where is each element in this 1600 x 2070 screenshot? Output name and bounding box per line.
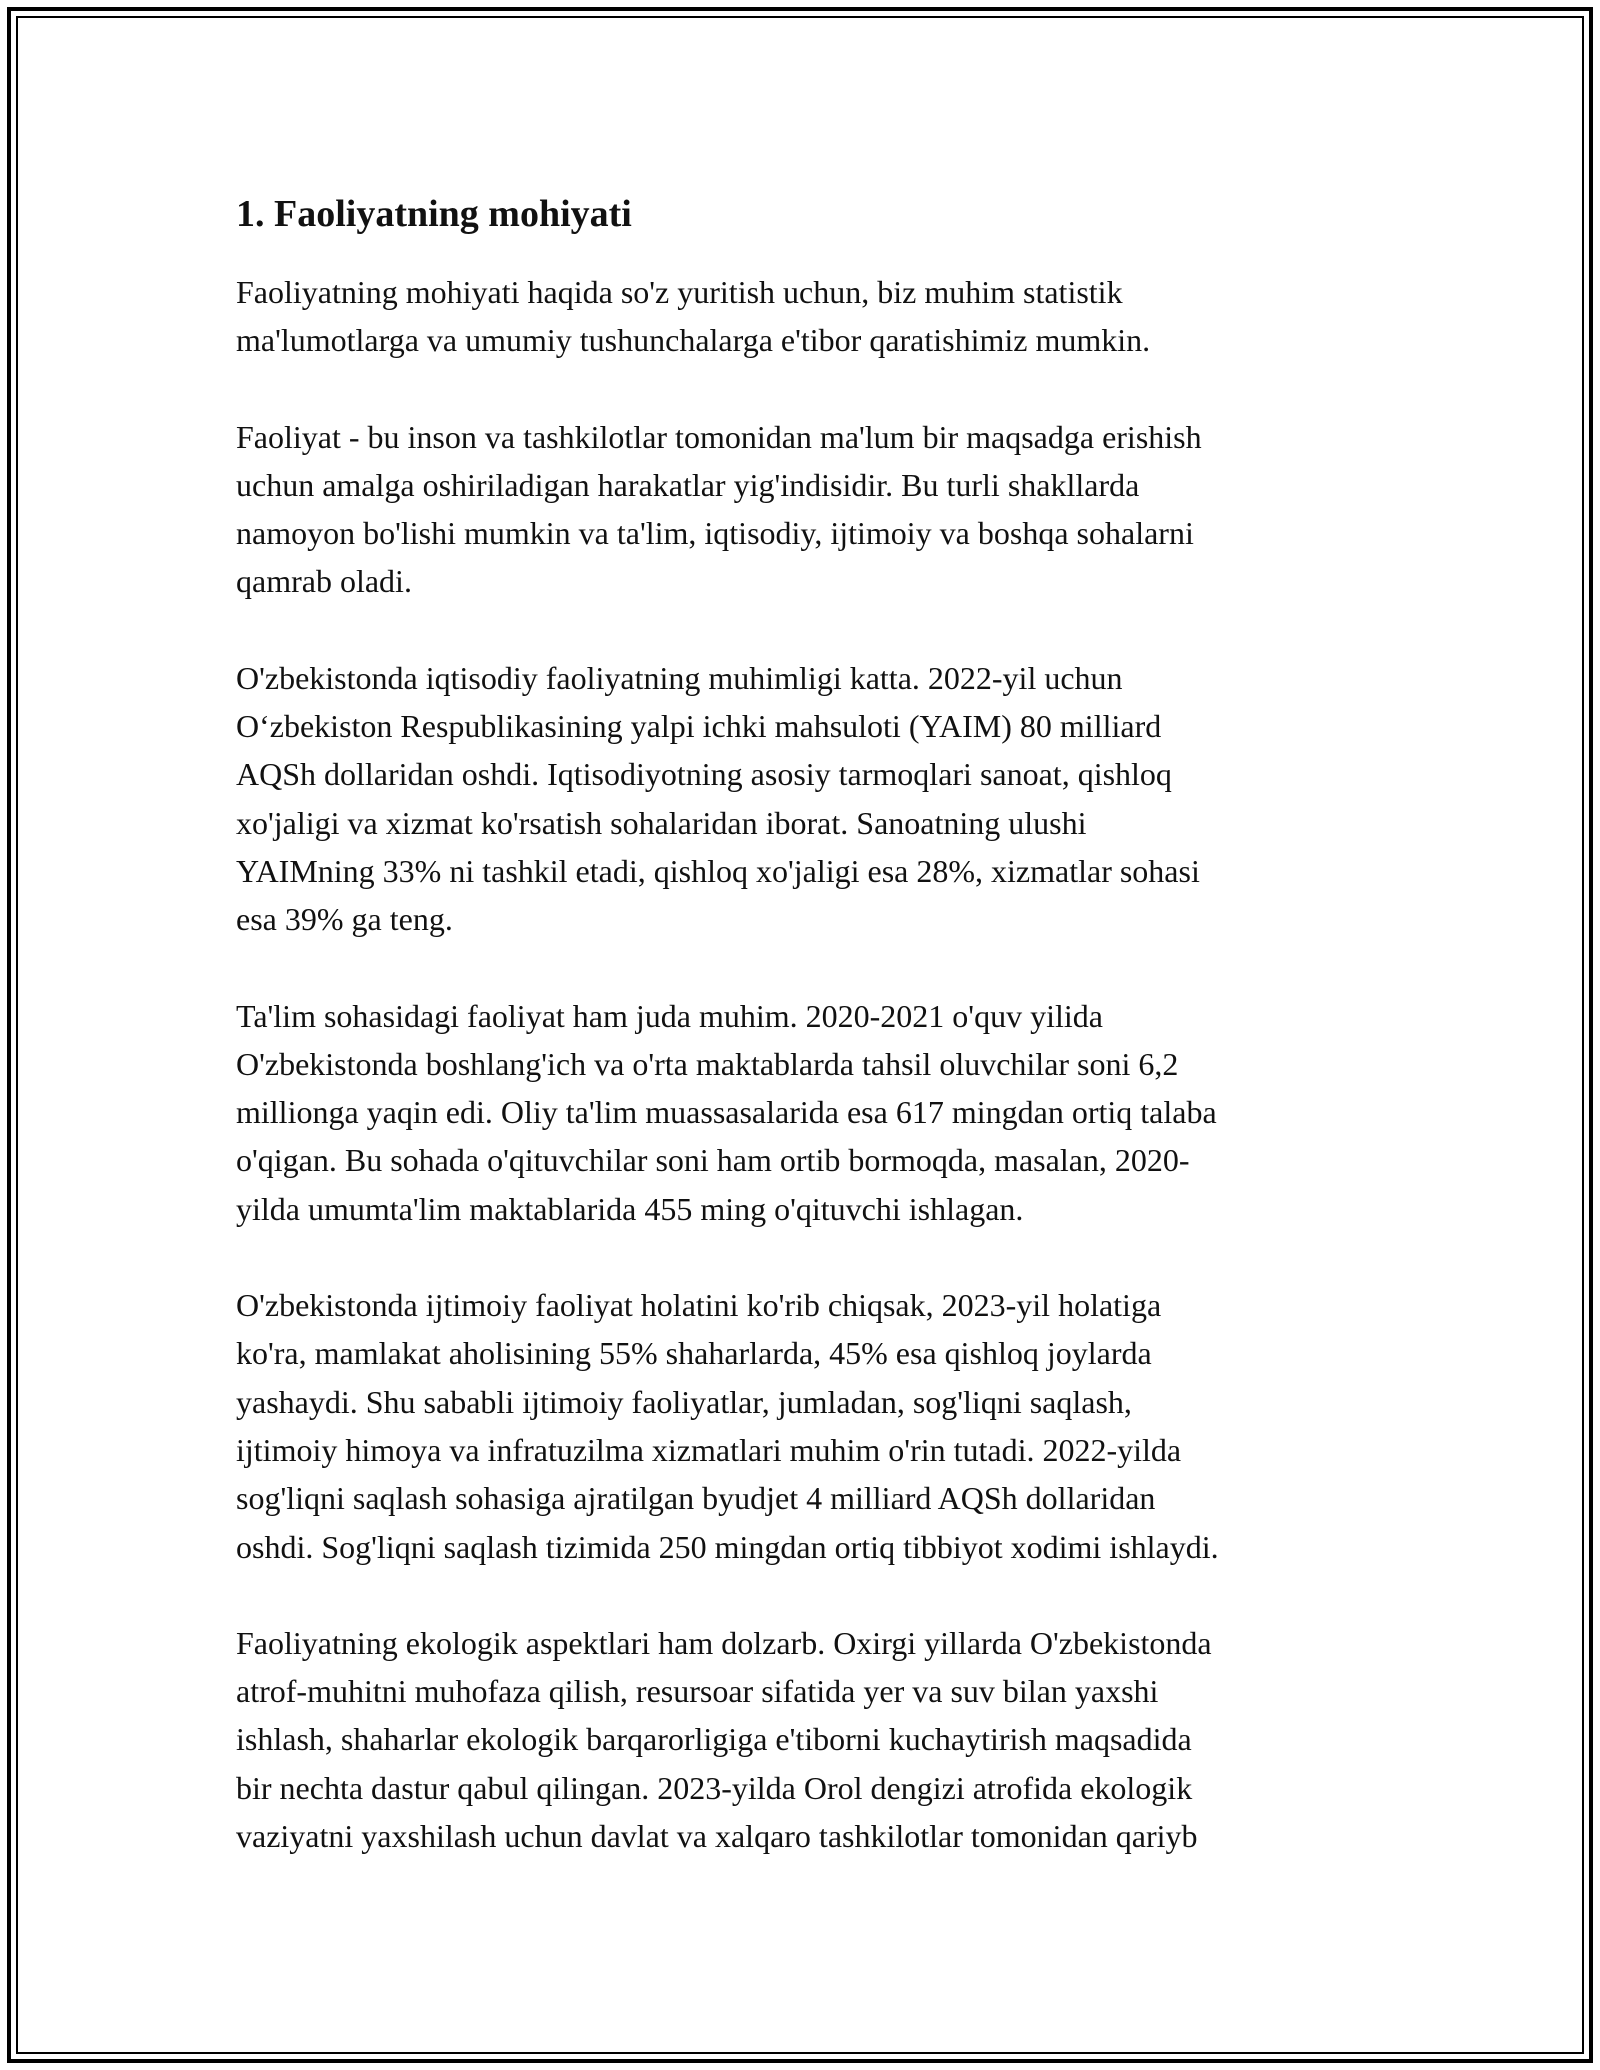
paragraph-social: O'zbekistonda ijtimoiy faoliyat holatini ko'rib chiqsak, 2023-yil holatiga ko'ra, mamlakat aholisining 55% shaharlarda, 45% esa qishloq joylarda yashaydi. Shu sababli ijtimoiy faoliyatlar, jumladan, sog'liqni saqlash, ijtimoiy himoya va infratuzilma xizmatlari muhim o'rin tutadi. 2022-yilda sog'liqni saqlash sohasiga ajratilgan byudjet 4 milliard AQSh dollaridan oshdi. Sog'liqni saqlash tizimida 250 mingdan ortiq tibbiyot xodimi ishlaydi. bbox=[236, 1287, 1219, 1565]
paragraph-education: Ta'lim sohasidagi faoliyat ham juda muhim. 2020-2021 o'quv yilida O'zbekistonda boshlang'ich va o'rta maktablarda tahsil oluvchilar soni 6,2 millionga yaqin edi. Oliy ta'lim muassasalarida esa 617 mingdan ortiq talaba o'qigan. Bu sohada o'qituvchilar soni ham ortib bormoqda, masalan, 2020- yilda umumta'lim maktablarida 455 ming o'qituvchi ishlagan. bbox=[236, 997, 1217, 1227]
paragraph-intro: Faoliyatning mohiyati haqida so'z yuritish uchun, biz muhim statistik ma'lumotlarga va umumiy tushunchalarga e'tibor qaratishimiz mumkin. bbox=[236, 274, 1151, 359]
paragraph-economy: O'zbekistonda iqtisodiy faoliyatning muhimligi katta. 2022-yil uchun O‘zbekiston Respublikasining yalpi ichki mahsuloti (YAIM) 80 milliard AQSh dollaridan oshdi. Iqtisodiyotning asosiy tarmoqlari sanoat, qishloq xo'jaligi va xizmat ko'rsatish sohalaridan iborat. Sanoatning ulushi YAIMning 33% ni tashkil etadi, qishloq xo'jaligi esa 28%, xizmatlar sohasi esa 39% ga teng. bbox=[236, 659, 1200, 938]
section-heading: 1. Faoliyatning mohiyati bbox=[236, 193, 632, 235]
document-body bbox=[236, 188, 1371, 1908]
paragraph-ecology: Faoliyatning ekologik aspektlari ham dolzarb. Oxirgi yillarda O'zbekistonda atrof-muhitni muhofaza qilish, resursoar sifatida yer va suv bilan yaxshi ishlash, shaharlar ekologik barqarorligiga e'tiborni kuchaytirish maqsadida bir nechta dastur qabul qilingan. 2023-yilda Orol dengizi atrofida ekologik vaziyatni yaxshilash uchun davlat va xalqaro tashkilotlar tomonidan qariyb bbox=[236, 1624, 1212, 1855]
paragraph-definition: Faoliyat - bu inson va tashkilotlar tomonidan ma'lum bir maqsadga erishish uchun amalga oshiriladigan harakatlar yig'indisidir. Bu turli shakllarda namoyon bo'lishi mumkin va ta'lim, iqtisodiy, ijtimoiy va boshqa sohalarni qamrab oladi. bbox=[236, 418, 1202, 600]
